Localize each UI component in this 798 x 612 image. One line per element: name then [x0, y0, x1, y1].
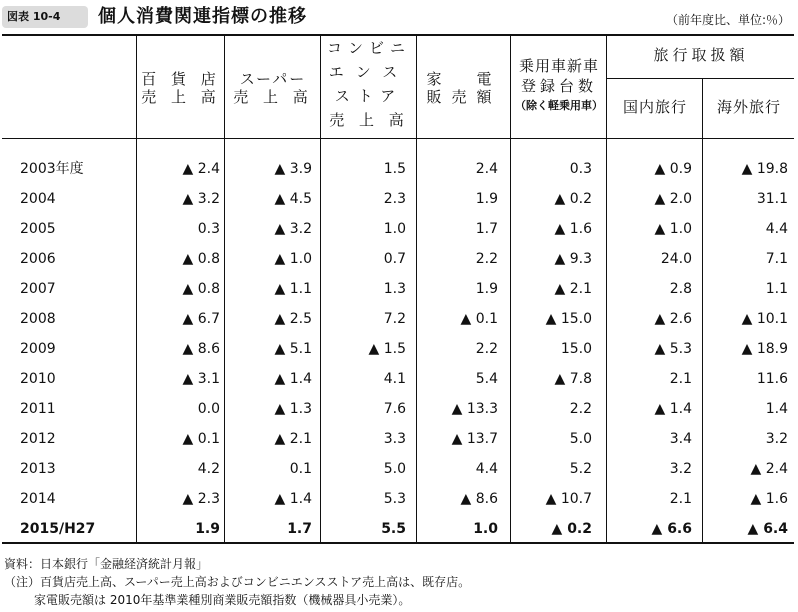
row-year: 2005 [20, 221, 56, 237]
table-cell: ▲ 10.7 [545, 491, 592, 507]
table-cell: ▲ 2.5 [274, 311, 312, 327]
table-cell: 2.8 [669, 281, 692, 297]
table-cell: ▲ 6.4 [747, 521, 788, 537]
note-line: （注）百貨店売上高、スーパー売上高およびコンビニエンスストア売上高は、既存店。 [4, 575, 471, 589]
table-cell: ▲ 0.8 [182, 281, 220, 297]
table-cell: ▲ 10.1 [741, 311, 788, 327]
table-cell: 1.7 [287, 521, 312, 537]
table-cell: ▲ 0.2 [551, 521, 592, 537]
indicator-table [2, 34, 794, 544]
table-cell: 1.4 [765, 401, 788, 417]
table-row [2, 304, 794, 334]
table-cell: 3.2 [765, 431, 788, 447]
header-overseas-travel: 海外旅行 [716, 98, 781, 116]
header-line: 売 上 高 [329, 111, 409, 129]
table-cell: ▲ 2.0 [654, 191, 692, 207]
table-cell: 5.0 [383, 461, 406, 477]
footnotes [4, 555, 470, 609]
row-year: 2011 [20, 401, 56, 417]
header-convenience [322, 36, 416, 132]
table-cell: 0.0 [197, 401, 220, 417]
table-cell: ▲ 1.6 [554, 221, 592, 237]
source-note: 資料：日本銀行「金融経済統計月報」 [4, 557, 209, 571]
table-cell: 0.3 [197, 221, 220, 237]
table-cell: 2.1 [669, 491, 692, 507]
figure-header [2, 4, 796, 32]
table-cell: 15.0 [560, 341, 592, 357]
table-cell: 5.5 [381, 521, 406, 537]
table-row [2, 214, 794, 244]
table-row [2, 484, 794, 514]
table-cell: ▲ 7.8 [554, 371, 592, 387]
header-line: スーパー [239, 70, 307, 88]
row-year: 2007 [20, 281, 56, 297]
table-cell: ▲ 0.2 [554, 191, 592, 207]
table-row [2, 394, 794, 424]
table-cell: 2.4 [475, 161, 498, 177]
table-cell: ▲ 2.1 [274, 431, 312, 447]
table-cell: 0.3 [569, 161, 592, 177]
table-cell: 1.9 [475, 281, 498, 297]
table-cell: 2.2 [569, 401, 592, 417]
table-cell: 2.3 [383, 191, 406, 207]
table-cell: 1.5 [383, 161, 406, 177]
table-cell: ▲ 8.6 [182, 341, 220, 357]
table-cell: 4.4 [765, 221, 788, 237]
table-cell: ▲ 1.0 [274, 251, 312, 267]
table-cell: ▲ 1.3 [274, 401, 312, 417]
table-cell: ▲ 1.6 [750, 491, 788, 507]
travel-subheader-divider [606, 78, 794, 79]
table-cell: ▲ 5.3 [654, 341, 692, 357]
table-cell: 7.2 [383, 311, 406, 327]
table-cell: ▲ 6.7 [182, 311, 220, 327]
table-cell: ▲ 1.5 [368, 341, 406, 357]
row-year: 2003年度 [20, 161, 84, 177]
row-year: 2015/H27 [20, 521, 96, 537]
row-year: 2010 [20, 371, 56, 387]
table-cell: 0.7 [383, 251, 406, 267]
table-cell: ▲ 4.5 [274, 191, 312, 207]
note-line: 家電販売額は 2010年基準業種別商業販売額指数（機械器具小売業）。 [34, 593, 411, 607]
table-cell: ▲ 0.1 [182, 431, 220, 447]
table-cell: 2.2 [475, 251, 498, 267]
table-cell: ▲ 0.8 [182, 251, 220, 267]
table-cell: ▲ 5.1 [274, 341, 312, 357]
table-cell: ▲ 6.6 [651, 521, 692, 537]
table-cell: ▲ 2.1 [554, 281, 592, 297]
header-dept-store [138, 70, 224, 106]
row-year: 2004 [20, 191, 56, 207]
table-cell: ▲ 13.3 [451, 401, 498, 417]
header-line: 登録台数 [520, 77, 597, 95]
table-cell: 5.3 [383, 491, 406, 507]
header-line: コンビニ [326, 39, 411, 57]
table-cell: 0.1 [289, 461, 312, 477]
table-cell: ▲ 8.6 [460, 491, 498, 507]
table-cell: ▲ 1.4 [274, 371, 312, 387]
table-cell: 1.9 [475, 191, 498, 207]
header-cars [512, 56, 606, 116]
table-cell: 4.4 [475, 461, 498, 477]
table-cell: ▲ 3.2 [182, 191, 220, 207]
table-cell: 1.9 [195, 521, 220, 537]
table-row [2, 364, 794, 394]
row-year: 2012 [20, 431, 56, 447]
header-line: 百 貨 店 [141, 70, 221, 88]
figure-label: 図表 10-4 [2, 6, 88, 28]
table-row [2, 244, 794, 274]
table-cell: 3.3 [383, 431, 406, 447]
table-cell: 1.0 [383, 221, 406, 237]
header-electronics [418, 70, 510, 106]
table-cell: 2.1 [669, 371, 692, 387]
table-cell: ▲ 3.9 [274, 161, 312, 177]
table-cell: 5.4 [475, 371, 498, 387]
table-cell: 4.2 [197, 461, 220, 477]
table-cell: 5.2 [569, 461, 592, 477]
table-cell: 7.1 [765, 251, 788, 267]
header-line: （除く軽乗用車） [515, 99, 603, 112]
header-line: 家 電 [426, 70, 502, 88]
table-row [2, 334, 794, 364]
table-cell: ▲ 15.0 [545, 311, 592, 327]
table-cell: ▲ 1.1 [274, 281, 312, 297]
header-supermarket [226, 70, 320, 106]
row-year: 2008 [20, 311, 56, 327]
table-cell: ▲ 18.9 [741, 341, 788, 357]
row-year: 2013 [20, 461, 56, 477]
header-line: ストア [334, 87, 404, 105]
row-year: 2006 [20, 251, 56, 267]
header-line: 乗用車新車 [518, 57, 599, 75]
table-cell: 1.3 [383, 281, 406, 297]
table-cell: 7.6 [383, 401, 406, 417]
table-cell: 2.2 [475, 341, 498, 357]
table-cell: ▲ 2.4 [750, 461, 788, 477]
table-cell: ▲ 2.4 [182, 161, 220, 177]
table-cell: ▲ 3.2 [274, 221, 312, 237]
table-cell: 1.7 [475, 221, 498, 237]
table-row [2, 154, 794, 184]
header-divider [2, 138, 794, 139]
table-cell: ▲ 0.9 [654, 161, 692, 177]
table-cell: ▲ 2.6 [654, 311, 692, 327]
table-cell: 11.6 [756, 371, 788, 387]
header-line: 売 上 高 [141, 88, 221, 106]
table-cell: ▲ 19.8 [741, 161, 788, 177]
unit-note: （前年度比、単位:％） [665, 13, 790, 27]
table-cell: ▲ 3.1 [182, 371, 220, 387]
table-cell: 24.0 [660, 251, 692, 267]
table-cell: ▲ 1.4 [274, 491, 312, 507]
table-cell: 1.0 [473, 521, 498, 537]
table-cell: ▲ 9.3 [554, 251, 592, 267]
table-row [2, 184, 794, 214]
table-cell: ▲ 13.7 [451, 431, 498, 447]
table-cell: ▲ 2.3 [182, 491, 220, 507]
table-row [2, 454, 794, 484]
header-domestic-travel: 国内旅行 [622, 98, 687, 116]
header-line: エンス [328, 63, 410, 81]
table-cell: 4.1 [383, 371, 406, 387]
table-cell: ▲ 0.1 [460, 311, 498, 327]
table-row [2, 514, 794, 544]
header-travel-group: 旅行取扱額 [653, 46, 749, 64]
table-cell: ▲ 1.0 [654, 221, 692, 237]
table-cell: ▲ 1.4 [654, 401, 692, 417]
table-cell: 5.0 [569, 431, 592, 447]
header-line: 販売額 [426, 88, 502, 106]
table-cell: 1.1 [765, 281, 788, 297]
table-cell: 3.4 [669, 431, 692, 447]
table-row [2, 424, 794, 454]
table-cell: 31.1 [756, 191, 788, 207]
table-cell: 3.2 [669, 461, 692, 477]
row-year: 2009 [20, 341, 56, 357]
page-title: 個人消費関連指標の推移 [98, 6, 307, 27]
row-year: 2014 [20, 491, 56, 507]
header-line: 売 上 高 [233, 88, 313, 106]
table-row [2, 274, 794, 304]
